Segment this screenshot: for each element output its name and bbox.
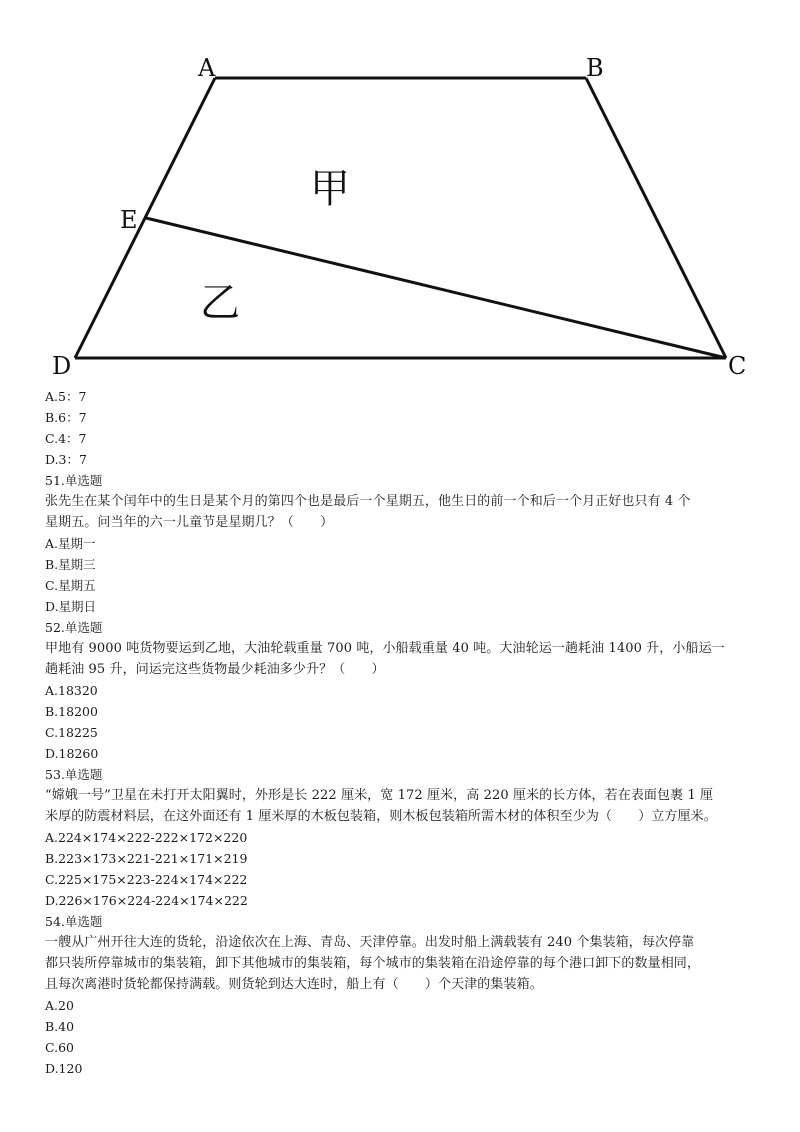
q53-option-d: D.226×176×224-224×174×222 bbox=[45, 893, 248, 908]
q53-text-line: “嫦娥一号”卫星在未打开太阳翼时，外形是长 222 厘米，宽 172 厘米，高 220 厘米的长方体，若在表面包裹 1 厘 bbox=[45, 788, 714, 803]
edge-BC bbox=[586, 78, 726, 358]
q51-option-c: C.星期五 bbox=[45, 578, 96, 593]
q51-text-line: 星期五。问当年的六一儿童节是星期几？（ ） bbox=[45, 515, 334, 530]
q54-option-b: B.40 bbox=[45, 1019, 75, 1034]
question-text bbox=[45, 386, 765, 1079]
q52-option-b: B.18200 bbox=[45, 704, 98, 719]
q50-option-b: B.6：7 bbox=[45, 410, 87, 425]
q51-header: 51.单选题 bbox=[45, 473, 103, 488]
vertex-label-D: D bbox=[52, 352, 72, 380]
q52-text-line: 甲地有 9000 吨货物要运到乙地，大油轮载重量 700 吨，小船载重量 40 吨。大油轮运一趟耗油 1400 升，小船运一 bbox=[45, 641, 725, 656]
q50-option-a: A.5：7 bbox=[45, 389, 87, 404]
q54-header: 54.单选题 bbox=[45, 914, 103, 929]
edge-DA bbox=[75, 78, 215, 358]
q54-text-line: 且每次离港时货轮都保持满载。则货轮到达大连时，船上有（ ）个天津的集装箱。 bbox=[45, 977, 543, 992]
q53-header: 53.单选题 bbox=[45, 767, 103, 782]
q51-option-a: A.星期一 bbox=[45, 536, 96, 551]
region-label-jia: 甲 bbox=[310, 166, 350, 212]
q54-option-c: C.60 bbox=[45, 1040, 74, 1055]
q54-text-line: 都只装所停靠城市的集装箱，卸下其他城市的集装箱，每个城市的集装箱在沿途停靠的每个港口卸下的数量相同， bbox=[45, 956, 701, 971]
q51-option-d: D.星期日 bbox=[45, 599, 97, 614]
q54-text-line: 一艘从广州开往大连的货轮，沿途依次在上海、青岛、天津停靠。出发时船上满载装有 240 个集装箱，每次停靠 bbox=[45, 935, 695, 950]
q53-option-b: B.223×173×221-221×171×219 bbox=[45, 851, 248, 866]
q52-option-d: D.18260 bbox=[45, 746, 99, 761]
vertex-label-B: B bbox=[586, 54, 604, 82]
q53-option-a: A.224×174×222-222×172×220 bbox=[45, 830, 248, 845]
q53-text-line: 米厚的防震材料层，在这外面还有 1 厘米厚的木板包装箱，则木板包装箱所需木材的体积至少为（ ）立方厘米。 bbox=[45, 809, 717, 824]
q50-option-d: D.3：7 bbox=[45, 452, 87, 467]
q52-option-a: A.18320 bbox=[45, 683, 98, 698]
q52-option-c: C.18225 bbox=[45, 725, 98, 740]
region-label-yi: 乙 bbox=[200, 280, 240, 326]
q54-option-a: A.20 bbox=[45, 998, 74, 1013]
q54-option-d: D.120 bbox=[45, 1061, 83, 1076]
vertex-label-E: E bbox=[120, 206, 138, 234]
q51-option-b: B.星期三 bbox=[45, 557, 96, 572]
vertex-label-A: A bbox=[198, 54, 216, 82]
trapezoid-figure bbox=[40, 40, 760, 385]
q53-option-c: C.225×175×223-224×174×222 bbox=[45, 872, 248, 887]
q52-text-line: 趟耗油 95 升，问运完这些货物最少耗油多少升？（ ） bbox=[45, 662, 385, 677]
q52-header: 52.单选题 bbox=[45, 620, 103, 635]
q51-text-line: 张先生在某个闰年中的生日是某个月的第四个也是最后一个星期五，他生日的前一个和后一个月正好也只有 4 个 bbox=[45, 494, 691, 509]
q50-option-c: C.4：7 bbox=[45, 431, 87, 446]
vertex-label-C: C bbox=[728, 352, 747, 380]
